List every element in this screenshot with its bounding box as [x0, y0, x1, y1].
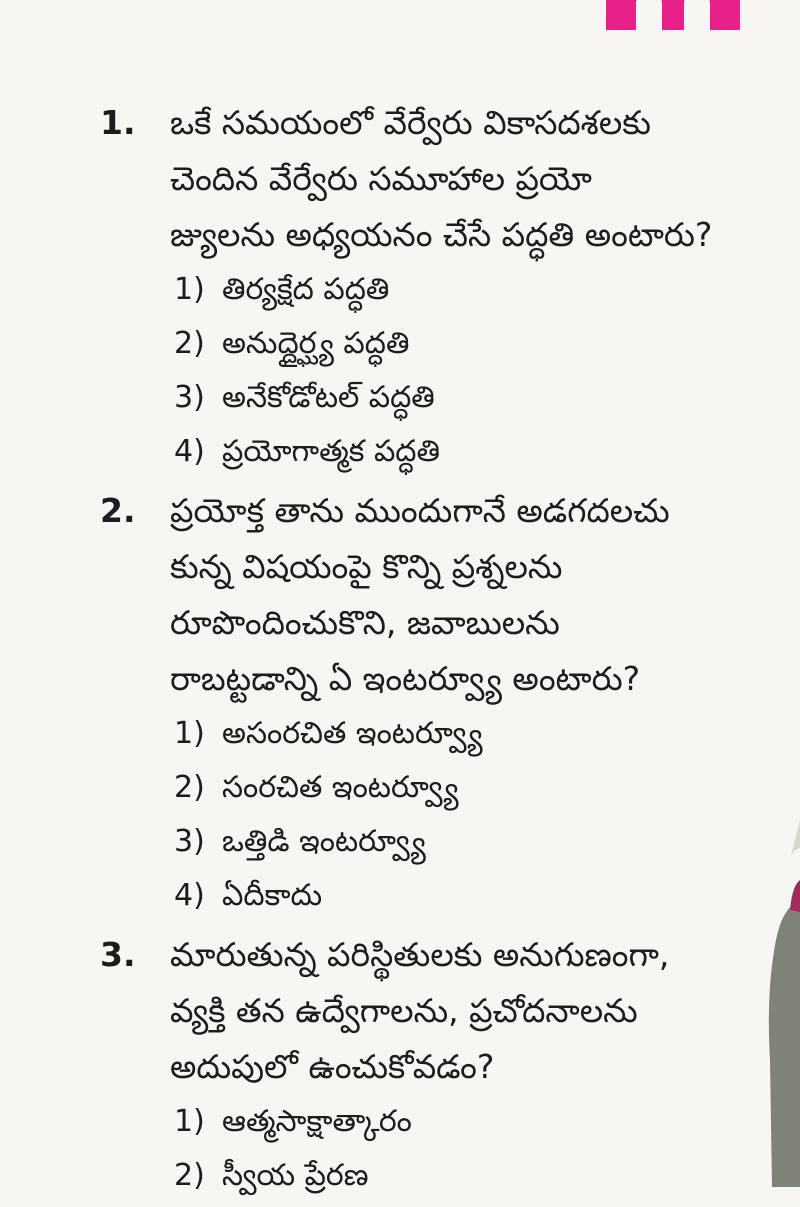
question-line: రాబట్టడాన్ని ఏ ఇంటర్వ్యూ అంటారు?	[170, 659, 641, 698]
question-number: 1.	[100, 103, 136, 142]
option-number: 2)	[174, 1158, 205, 1193]
question-text	[170, 95, 740, 263]
option-number: 2)	[174, 326, 205, 361]
option-number: 3)	[174, 824, 205, 859]
option-item	[174, 371, 740, 425]
question-line: రూపొందించుకొని, జవాబులను	[170, 603, 560, 642]
option-item	[174, 425, 740, 479]
option-item	[174, 317, 740, 371]
question-number: 2.	[100, 491, 136, 530]
question-line: మారుతున్న పరిస్థితులకు అనుగుణంగా,	[170, 935, 670, 974]
option-number: 1)	[174, 1104, 205, 1139]
question-1	[100, 95, 740, 479]
option-text: అనేకోడోటల్ పద్ధతి	[222, 380, 435, 415]
option-item	[174, 263, 740, 317]
option-item	[174, 707, 740, 761]
option-text: ప్రయోగాత్మక పద్ధతి	[222, 434, 440, 469]
question-list	[100, 95, 740, 1207]
question-line: జ్యులను అధ్యయనం చేసే పద్ధతి అంటారు?	[170, 215, 713, 254]
option-text: ఏదీకాదు	[222, 878, 323, 913]
option-number: 3)	[174, 380, 205, 415]
question-line: చెందిన వేర్వేరు సమూహాల ప్రయో	[170, 159, 592, 198]
option-text: అసంరచిత ఇంటర్వ్యూ	[222, 716, 483, 751]
option-text: స్వీయ ప్రేరణ	[222, 1158, 369, 1193]
option-number: 1)	[174, 272, 205, 307]
option-number: 2)	[174, 770, 205, 805]
option-text: అనుద్దైర్ఘ్య పద్ధతి	[222, 326, 410, 361]
option-text: ఒత్తిడి ఇంటర్వ్యూ	[222, 824, 426, 859]
question-line: వ్యక్తి తన ఉద్వేగాలను, ప్రచోదనాలను	[170, 991, 638, 1030]
option-item	[174, 761, 740, 815]
question-line: కున్న విషయంపై కొన్ని ప్రశ్నలను	[170, 547, 563, 586]
photo-fragment	[752, 820, 800, 1187]
option-item	[174, 1149, 740, 1203]
option-number: 4)	[174, 878, 205, 913]
option-text: తిర్యక్షేద పద్ధతి	[222, 272, 390, 307]
option-list	[174, 707, 740, 923]
question-3	[100, 927, 740, 1203]
option-number: 4)	[174, 434, 205, 469]
option-number: 1)	[174, 716, 205, 751]
question-line: ప్రయోక్త తాను ముందుగానే అడగదలచు	[170, 491, 670, 530]
question-2	[100, 483, 740, 923]
question-line: అదుపులో ఉంచుకోవడం?	[170, 1047, 495, 1086]
option-text: ఆత్మసాక్షాత్కారం	[222, 1104, 412, 1139]
question-number: 3.	[100, 935, 136, 974]
question-text	[170, 483, 740, 707]
question-line: ఒకే సమయంలో వేర్వేరు వికాసదశలకు	[170, 103, 651, 142]
option-list	[174, 263, 740, 479]
option-text: సంరచిత ఇంటర్వ్యూ	[222, 770, 459, 805]
question-text	[170, 927, 740, 1095]
option-item	[174, 815, 740, 869]
option-item	[174, 1095, 740, 1149]
logo-fragment	[598, 0, 748, 30]
option-item	[174, 869, 740, 923]
